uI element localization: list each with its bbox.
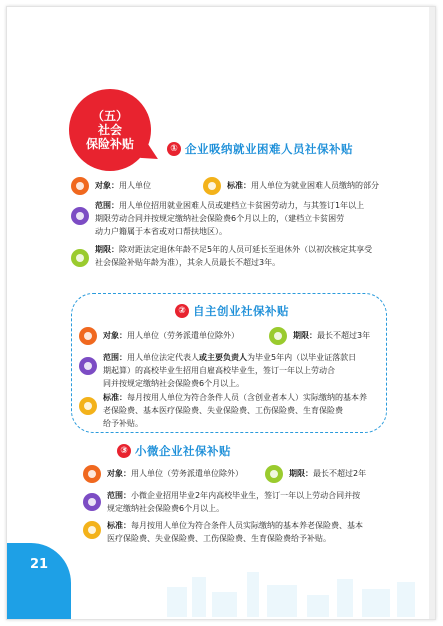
target-icon: [83, 465, 101, 483]
s2-standard-line1: 每月按用人单位为符合条件人员（含创业者本人）实际缴纳的基本养: [127, 393, 367, 402]
s2-scope-line2: 期起算）的高校毕业生招用自雇高校毕业生，签订一年以上劳动合: [103, 366, 335, 375]
section1-title: [167, 141, 353, 157]
s2-scope-highlight: 或主要负责人: [199, 353, 247, 362]
section2-title-text: 自主创业社保补贴: [193, 304, 289, 318]
period-icon: [71, 249, 89, 267]
s1-scope-line1: 用人单位招用就业困难人员或建档立卡贫困劳动力，与其签订1年以上: [119, 201, 365, 210]
s1-scope: [95, 199, 364, 238]
s3-period: [289, 467, 366, 480]
s2-object: [103, 329, 239, 342]
s2-object-text: 用人单位（劳务派遣单位除外）: [127, 331, 239, 340]
s1-standard-label: 标准：: [227, 181, 251, 190]
bubble-line3: 保险补贴: [85, 137, 134, 151]
standard-icon: [79, 397, 97, 415]
s3-object-label: 对象：: [107, 469, 131, 478]
bubble-line2: 社会: [97, 123, 122, 137]
page-number: 21: [29, 557, 49, 572]
section1-title-text: 企业吸纳就业困难人员社保补贴: [185, 142, 353, 156]
section2-number: ②: [175, 304, 189, 318]
section3-number: ③: [117, 444, 131, 458]
s1-object-label: 对象：: [95, 181, 119, 190]
s3-period-text: 最长不超过2年: [313, 469, 367, 478]
s3-object-text: 用人单位（劳务派遣单位除外）: [131, 469, 243, 478]
section1-number: ①: [167, 142, 181, 156]
s3-standard-line2: 医疗保险费、失业保险费、工伤保险费、生育保险费给予补贴。: [107, 534, 331, 543]
s2-scope: [103, 351, 356, 390]
city-skyline-watermark: [157, 567, 436, 617]
standard-icon: [203, 177, 221, 195]
s2-standard: [103, 391, 367, 430]
s1-period-line2: 社会保险补贴年龄为准），其余人员最长不超过3年。: [95, 258, 281, 267]
s3-standard: [107, 519, 363, 545]
s1-standard: [227, 179, 379, 192]
section-bubble: [69, 89, 151, 171]
section3-title: [117, 443, 231, 459]
period-icon: [265, 465, 283, 483]
scope-icon: [71, 207, 89, 225]
bubble-line1: （五）: [91, 109, 128, 123]
s2-scope-post: 为毕业5年内（以毕业证落款日: [247, 353, 357, 362]
s3-scope-line2: 规定缴纳社会保险费6个月以上。: [107, 504, 225, 513]
s2-period-text: 最长不超过3年: [317, 331, 371, 340]
scope-icon: [83, 493, 101, 511]
s3-object: [107, 467, 243, 480]
s1-scope-label: 范围：: [95, 201, 119, 210]
s1-period-line1: 除对距法定退休年龄不足5年的人员可延长至退休外（以初次核定其享受: [119, 245, 373, 254]
s1-object: [95, 179, 151, 192]
period-icon: [269, 327, 287, 345]
s2-standard-label: 标准：: [103, 393, 127, 402]
s3-scope-label: 范围：: [107, 491, 131, 500]
s2-period: [293, 329, 370, 342]
s3-standard-label: 标准：: [107, 521, 131, 530]
page-edge: [429, 7, 435, 619]
s3-scope-line1: 小微企业招用毕业2年内高校毕业生，签订一年以上劳动合同并按: [131, 491, 361, 500]
document-page: [6, 6, 436, 620]
s1-scope-line2: 期限劳动合同并按规定缴纳社会保险费6个月以上的，（建档立卡贫困劳: [95, 214, 345, 223]
s1-scope-line3: 动力户籍属于本省或对口帮扶地区）。: [95, 227, 227, 236]
s2-standard-line3: 给予补贴。: [103, 419, 143, 428]
s2-scope-line3: 同并按规定缴纳社会保险费6个月以上。: [103, 379, 245, 388]
standard-icon: [83, 521, 101, 539]
s1-period: [95, 243, 372, 269]
s3-standard-line1: 每月按用人单位为符合条件人员实际缴纳的基本养老保险费、基本: [131, 521, 363, 530]
scope-icon: [79, 357, 97, 375]
section2-title: [175, 303, 289, 319]
page-number-tab: [7, 543, 71, 619]
s2-period-label: 期限：: [293, 331, 317, 340]
s3-period-label: 期限：: [289, 469, 313, 478]
target-icon: [71, 177, 89, 195]
s1-object-text: 用人单位: [119, 181, 151, 190]
section3-title-text: 小微企业社保补贴: [135, 444, 231, 458]
s1-period-label: 期限：: [95, 245, 119, 254]
target-icon: [79, 327, 97, 345]
s2-standard-line2: 老保险费、基本医疗保险费、失业保险费、工伤保险费、生育保险费: [103, 406, 343, 415]
s2-scope-label: 范围：: [103, 353, 127, 362]
s2-object-label: 对象：: [103, 331, 127, 340]
s1-standard-text: 用人单位为就业困难人员缴纳的部分: [251, 181, 379, 190]
s3-scope: [107, 489, 360, 515]
s2-scope-pre: 用人单位法定代表人: [127, 353, 199, 362]
